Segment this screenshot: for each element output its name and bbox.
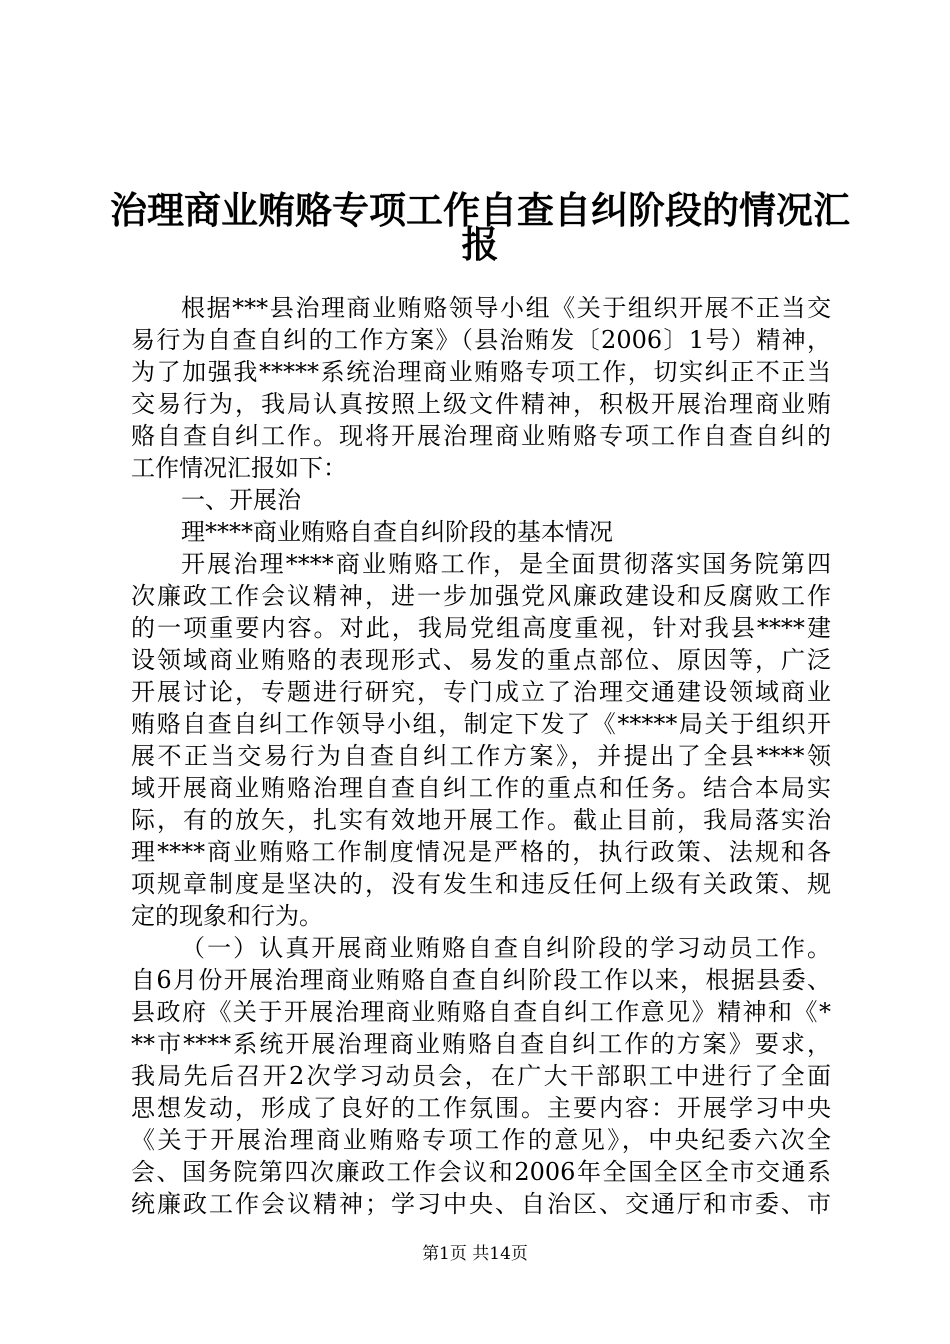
body-line: 项规章制度是坚决的，没有发生和违反任何上级有关政策、规 xyxy=(131,870,831,898)
body-line: 统廉政工作会议精神；学习中央、自治区、交通厅和市委、市 xyxy=(131,1190,831,1218)
body-line: 理****商业贿赂自查自纠阶段的基本情况 xyxy=(181,518,613,546)
body-line: 自6月份开展治理商业贿赂自查自纠阶段工作以来，根据县委、 xyxy=(131,966,831,994)
document-title-line-2: 报 xyxy=(461,222,499,266)
body-line: 定的现象和行为。 xyxy=(131,902,323,930)
body-line: 际，有的放矢，扎实有效地开展工作。截止目前，我局落实治 xyxy=(131,806,831,834)
body-line: 县政府《关于开展治理商业贿赂自查自纠工作意见》精神和《* xyxy=(131,998,831,1026)
body-line: （一）认真开展商业贿赂自查自纠阶段的学习动员工作。 xyxy=(181,934,831,962)
page-footer: 第1页 共14页 xyxy=(422,1244,528,1264)
body-line: 《关于开展治理商业贿赂专项工作的意见》，中央纪委六次全 xyxy=(131,1126,831,1154)
body-line: 为了加强我*****系统治理商业贿赂专项工作，切实纠正不正当 xyxy=(131,358,831,386)
body-line: 域开展商业贿赂治理自查自纠工作的重点和任务。结合本局实 xyxy=(131,774,831,802)
body-line: 贿赂自查自纠工作领导小组，制定下发了《*****局关于组织开 xyxy=(131,710,831,738)
body-line: 开展治理****商业贿赂工作，是全面贯彻落实国务院第四 xyxy=(181,550,831,578)
body-line: 次廉政工作会议精神，进一步加强党风廉政建设和反腐败工作 xyxy=(131,582,831,610)
body-line: 开展讨论，专题进行研究，专门成立了治理交通建设领域商业 xyxy=(131,678,831,706)
body-line: 赂自查自纠工作。现将开展治理商业贿赂专项工作自查自纠的 xyxy=(131,422,831,450)
body-line: 的一项重要内容。对此，我局党组高度重视，针对我县****建 xyxy=(131,614,831,642)
body-line: 设领域商业贿赂的表现形式、易发的重点部位、原因等，广泛 xyxy=(131,646,831,674)
body-line: 易行为自查自纠的工作方案》（县治贿发〔2006〕1号）精神， xyxy=(131,326,831,354)
document-title-line-1: 治理商业贿赂专项工作自查自纠阶段的情况汇 xyxy=(110,188,850,232)
body-line: 我局先后召开2次学习动员会，在广大干部职工中进行了全面 xyxy=(131,1062,831,1090)
body-line: **市****系统开展治理商业贿赂自查自纠工作的方案》要求， xyxy=(131,1030,831,1058)
body-line: 思想发动，形成了良好的工作氛围。主要内容：开展学习中央 xyxy=(131,1094,831,1122)
body-line: 一、开展治 xyxy=(181,486,301,514)
body-line: 交易行为，我局认真按照上级文件精神，积极开展治理商业贿 xyxy=(131,390,831,418)
body-line: 理****商业贿赂工作制度情况是严格的，执行政策、法规和各 xyxy=(131,838,831,866)
document-body xyxy=(131,292,831,1220)
body-line: 会、国务院第四次廉政工作会议和2006年全国全区全市交通系 xyxy=(131,1158,831,1186)
body-line: 根据***县治理商业贿赂领导小组《关于组织开展不正当交 xyxy=(181,294,831,322)
body-line: 展不正当交易行为自查自纠工作方案》，并提出了全县****领 xyxy=(131,742,831,770)
body-line: 工作情况汇报如下： xyxy=(131,454,347,482)
